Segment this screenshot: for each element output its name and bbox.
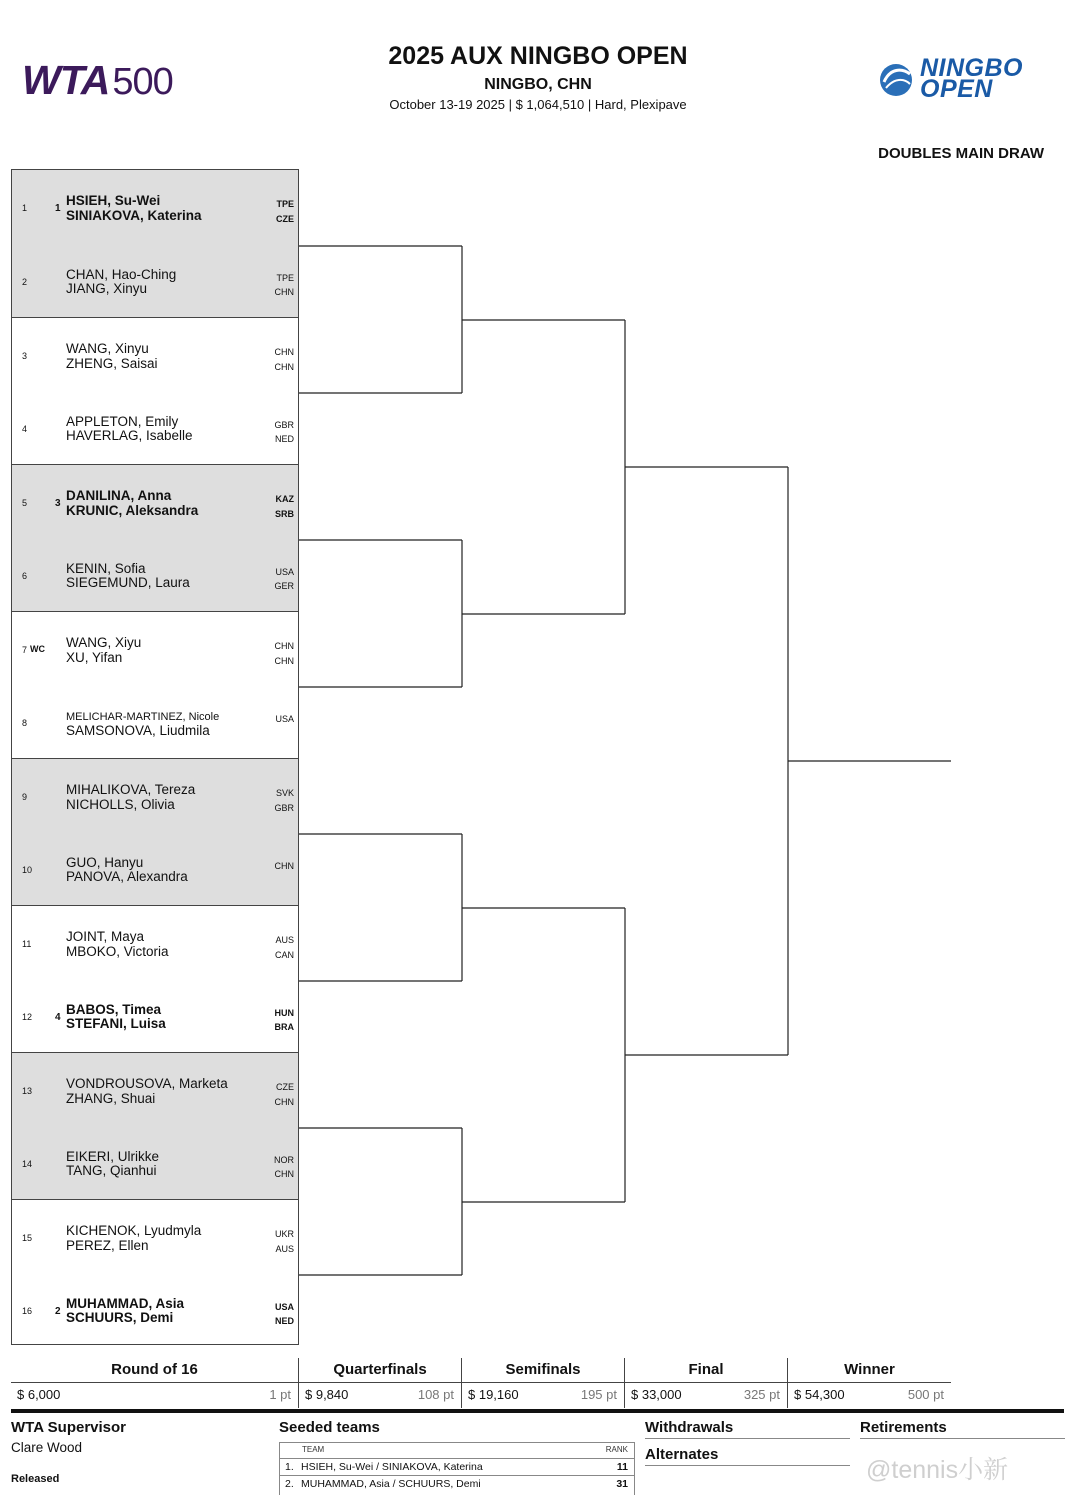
player-1-country: CHN: [274, 860, 294, 871]
team-names: [66, 489, 198, 518]
draw-position: 11: [22, 939, 32, 949]
round-prize: $ 9,840: [305, 1387, 349, 1402]
draw-slot: [12, 758, 298, 832]
seeded-team: MUHAMMAD, Asia / SCHUURS, Demi: [301, 1478, 481, 1490]
draw-position: 1: [22, 203, 28, 213]
player-2-country: CHN: [274, 1169, 294, 1179]
draw-position: 3: [22, 351, 28, 361]
team-names: [66, 709, 219, 739]
round-prize: $ 6,000: [17, 1387, 61, 1402]
ningbo-wordmark-line1: NINGBO: [920, 54, 1023, 82]
round-name: Semifinals: [505, 1361, 581, 1378]
draw-slot: [12, 1126, 298, 1200]
player-2-country: NED: [274, 1316, 294, 1326]
draw-position: 7: [22, 645, 28, 655]
draw-slot: [12, 979, 298, 1053]
player-2-country: BRA: [274, 1022, 294, 1032]
player-2-country: CHN: [274, 361, 294, 372]
round-name: Final: [688, 1361, 724, 1378]
round-divider: [11, 1382, 298, 1383]
team-countries: [275, 1227, 294, 1256]
player-2-country: SRB: [274, 508, 294, 519]
player-1-country: CZE: [276, 1082, 294, 1092]
team-countries: [275, 271, 295, 300]
draw-slot: [12, 464, 298, 538]
team-countries: [274, 1153, 294, 1182]
alternates-divider: [645, 1465, 850, 1466]
seeded-teams-table: [279, 1442, 635, 1495]
player-2-name: STEFANI, Luisa: [66, 1016, 166, 1031]
player-2-country: CHN: [274, 287, 294, 297]
draw-slot: [12, 611, 298, 685]
player-1-country: GBR: [274, 419, 294, 430]
retirements-heading: Retirements: [860, 1419, 947, 1436]
team-names: [66, 342, 158, 371]
draw-slot: [12, 170, 298, 244]
seeded-row: [280, 1458, 634, 1475]
player-1-name: BABOS, Timea: [66, 1001, 162, 1017]
round-points: 325 pt: [743, 1387, 780, 1402]
draw-position: 15: [22, 1233, 33, 1243]
player-1-name: MELICHAR-MARTINEZ, Nicole: [66, 710, 220, 723]
seeded-rank: 31: [616, 1478, 628, 1490]
player-1-country: USA: [274, 1301, 294, 1312]
player-2-name: HAVERLAG, Isabelle: [66, 428, 193, 443]
team-countries: [275, 1006, 295, 1035]
player-1-name: DANILINA, Anna: [66, 488, 172, 503]
round-divider: [788, 1382, 951, 1383]
player-1-name: WANG, Xiyu: [66, 635, 142, 650]
team-names: [66, 562, 190, 591]
draw-position: 14: [22, 1158, 33, 1169]
team-names: [66, 194, 202, 223]
draw-slot: [12, 317, 298, 391]
wta-level-text: 500: [112, 61, 173, 103]
player-2-country: CZE: [276, 213, 294, 224]
player-2-name: SCHUURS, Demi: [66, 1310, 174, 1325]
player-1-name: GUO, Hanyu: [66, 854, 144, 870]
tournament-title: 2025 AUX NINGBO OPEN: [388, 42, 688, 70]
player-2-country: CAN: [274, 949, 294, 960]
player-2-name: NICHOLLS, Olivia: [66, 796, 175, 812]
supervisor-name: Clare Wood: [11, 1440, 83, 1455]
round-divider: [462, 1382, 624, 1383]
player-1-country: TPE: [276, 272, 294, 283]
team-countries: [275, 639, 295, 668]
round-name: Round of 16: [111, 1361, 198, 1378]
player-2-name: SIEGEMUND, Laura: [66, 575, 190, 590]
player-2-country: CHN: [274, 655, 294, 666]
seeded-team: HSIEH, Su-Wei / SINIAKOVA, Katerina: [301, 1461, 483, 1473]
player-2-country: GER: [274, 581, 294, 591]
draw-type-label: DOUBLES MAIN DRAW: [878, 145, 1044, 162]
player-1-country: KAZ: [275, 494, 294, 504]
seed-number: 2: [55, 1305, 61, 1317]
seed-number: 3: [55, 498, 61, 509]
player-1-name: KENIN, Sofia: [66, 560, 146, 576]
draw-slot: [12, 685, 298, 759]
round-column: [461, 1358, 624, 1408]
ningbo-open-wordmark: [920, 54, 1023, 103]
player-2-name: TANG, Qianhui: [66, 1163, 157, 1178]
player-1-name: JOINT, Maya: [66, 929, 145, 944]
draw-position: 9: [22, 792, 28, 802]
wta-logo-text: WTA: [22, 57, 110, 103]
player-2-name: ZHENG, Saisai: [66, 355, 158, 371]
seeded-number: 2.: [285, 1478, 294, 1490]
player-2-name: JIANG, Xinyu: [66, 281, 148, 296]
draw-position: 8: [22, 717, 28, 728]
team-names: [66, 1077, 228, 1106]
draw-slot: [12, 832, 298, 906]
player-2-country: GBR: [274, 802, 294, 813]
team-countries: [275, 1300, 294, 1329]
player-2-country: NED: [274, 434, 294, 444]
seed-number: 1: [55, 203, 61, 214]
player-1-country: TPE: [276, 199, 294, 209]
seeded-number: 1.: [285, 1461, 294, 1473]
seeded-col-rank: RANK: [605, 1445, 628, 1454]
released-label: Released: [11, 1473, 60, 1485]
team-countries: [276, 197, 294, 226]
round-column: [11, 1358, 298, 1408]
footer-divider: [11, 1409, 1064, 1413]
tournament-location: NINGBO, CHN: [484, 76, 592, 93]
player-1-name: KICHENOK, Lyudmyla: [66, 1223, 202, 1238]
draw-slot: [12, 391, 298, 465]
player-2-country: AUS: [275, 1243, 294, 1254]
withdrawals-divider: [645, 1438, 850, 1439]
round-prize: $ 33,000: [631, 1387, 682, 1402]
team-names: [66, 1150, 159, 1179]
entry-status: WC: [30, 644, 45, 654]
team-countries: [275, 345, 295, 374]
player-1-country: CHN: [274, 347, 294, 357]
player-1-name: HSIEH, Su-Wei: [66, 193, 161, 208]
seeded-rank: 11: [616, 1461, 628, 1473]
player-2-name: SAMSONOVA, Liudmila: [66, 723, 210, 738]
seeded-col-team: TEAM: [302, 1445, 325, 1454]
player-1-country: USA: [275, 566, 294, 577]
player-2-name: XU, Yifan: [66, 649, 123, 665]
ningbo-wordmark-line2: OPEN: [920, 75, 993, 103]
player-2-name: ZHANG, Shuai: [66, 1090, 156, 1106]
draw-position: 4: [22, 423, 28, 434]
team-names: [66, 856, 188, 885]
player-1-name: VONDROUSOVA, Marketa: [66, 1076, 228, 1091]
draw-position: 13: [22, 1086, 33, 1096]
draw-position: 16: [22, 1305, 33, 1316]
round-name: Winner: [844, 1361, 895, 1378]
player-1-country: UKR: [274, 1229, 294, 1239]
team-names: [66, 415, 193, 444]
team-names: [66, 783, 195, 812]
round-prize: $ 54,300: [794, 1387, 845, 1402]
team-names: [66, 930, 169, 959]
player-1-country: CHN: [274, 641, 294, 651]
seeded-row: [280, 1475, 634, 1492]
rounds-prize-table: [11, 1358, 951, 1408]
alternates-heading: Alternates: [645, 1446, 719, 1463]
draw-slot: [12, 244, 298, 318]
draw-position: 12: [22, 1011, 33, 1022]
team-names: [66, 636, 141, 665]
player-1-country: NOR: [274, 1154, 294, 1165]
round-points: 195 pt: [580, 1387, 617, 1402]
round-points: 108 pt: [417, 1387, 454, 1402]
player-1-name: MUHAMMAD, Asia: [66, 1295, 184, 1311]
draw-slot: [12, 905, 298, 979]
draw-position: 5: [22, 498, 28, 508]
draw-slot: [12, 1199, 298, 1273]
player-1-name: WANG, Xinyu: [66, 341, 149, 356]
round-prize: $ 19,160: [468, 1387, 519, 1402]
team-names: [66, 268, 176, 297]
player-2-name: MBOKO, Victoria: [66, 943, 169, 959]
round-divider: [625, 1382, 787, 1383]
team-names: [66, 1297, 184, 1326]
player-1-country: SVK: [275, 788, 294, 798]
player-1-name: MIHALIKOVA, Tereza: [66, 782, 196, 797]
player-2-name: PANOVA, Alexandra: [66, 869, 188, 884]
player-1-country: AUS: [275, 935, 294, 945]
supervisor-heading: WTA Supervisor: [11, 1419, 127, 1436]
team-countries: [275, 492, 294, 521]
player-2-name: SINIAKOVA, Katerina: [66, 207, 202, 223]
round-column: [624, 1358, 787, 1408]
player-1-name: APPLETON, Emily: [66, 413, 179, 429]
round-points: 500 pt: [907, 1387, 944, 1402]
player-2-country: CHN: [274, 1096, 294, 1107]
team-countries: [274, 786, 294, 815]
draw-slot: [12, 538, 298, 612]
watermark-text: @tennis小新: [866, 1456, 1009, 1484]
team-countries: [275, 859, 295, 874]
team-countries: [275, 1080, 295, 1109]
round-divider: [299, 1382, 461, 1383]
draw-position: 2: [22, 276, 28, 287]
round-column: [298, 1358, 461, 1408]
team-countries: [275, 712, 294, 727]
player-1-country: USA: [275, 713, 294, 724]
player-1-name: EIKERI, Ulrikke: [66, 1148, 160, 1164]
draw-list: [11, 169, 299, 1345]
withdrawals-heading: Withdrawals: [645, 1419, 734, 1436]
draw-position: 10: [22, 864, 33, 875]
tournament-meta: October 13-19 2025 | $ 1,064,510 | Hard, Plexipave: [389, 97, 687, 112]
seed-number: 4: [55, 1011, 61, 1023]
draw-slot: [12, 1052, 298, 1126]
team-countries: [275, 933, 294, 962]
player-1-name: CHAN, Hao-Ching: [66, 266, 177, 282]
draw-slot: [12, 1273, 298, 1347]
player-1-country: HUN: [274, 1007, 294, 1018]
team-countries: [274, 418, 294, 447]
player-2-name: PEREZ, Ellen: [66, 1237, 149, 1253]
player-2-name: KRUNIC, Aleksandra: [66, 502, 199, 518]
round-points: 1 pt: [269, 1387, 291, 1402]
team-countries: [274, 565, 294, 594]
seeded-teams-heading: Seeded teams: [279, 1419, 380, 1436]
draw-position: 6: [22, 570, 28, 581]
retirements-divider: [860, 1438, 1065, 1439]
team-names: [66, 1003, 166, 1032]
round-column: [787, 1358, 951, 1408]
round-name: Quarterfinals: [333, 1361, 427, 1378]
team-names: [66, 1224, 201, 1253]
wta-500-logo: [22, 58, 173, 104]
